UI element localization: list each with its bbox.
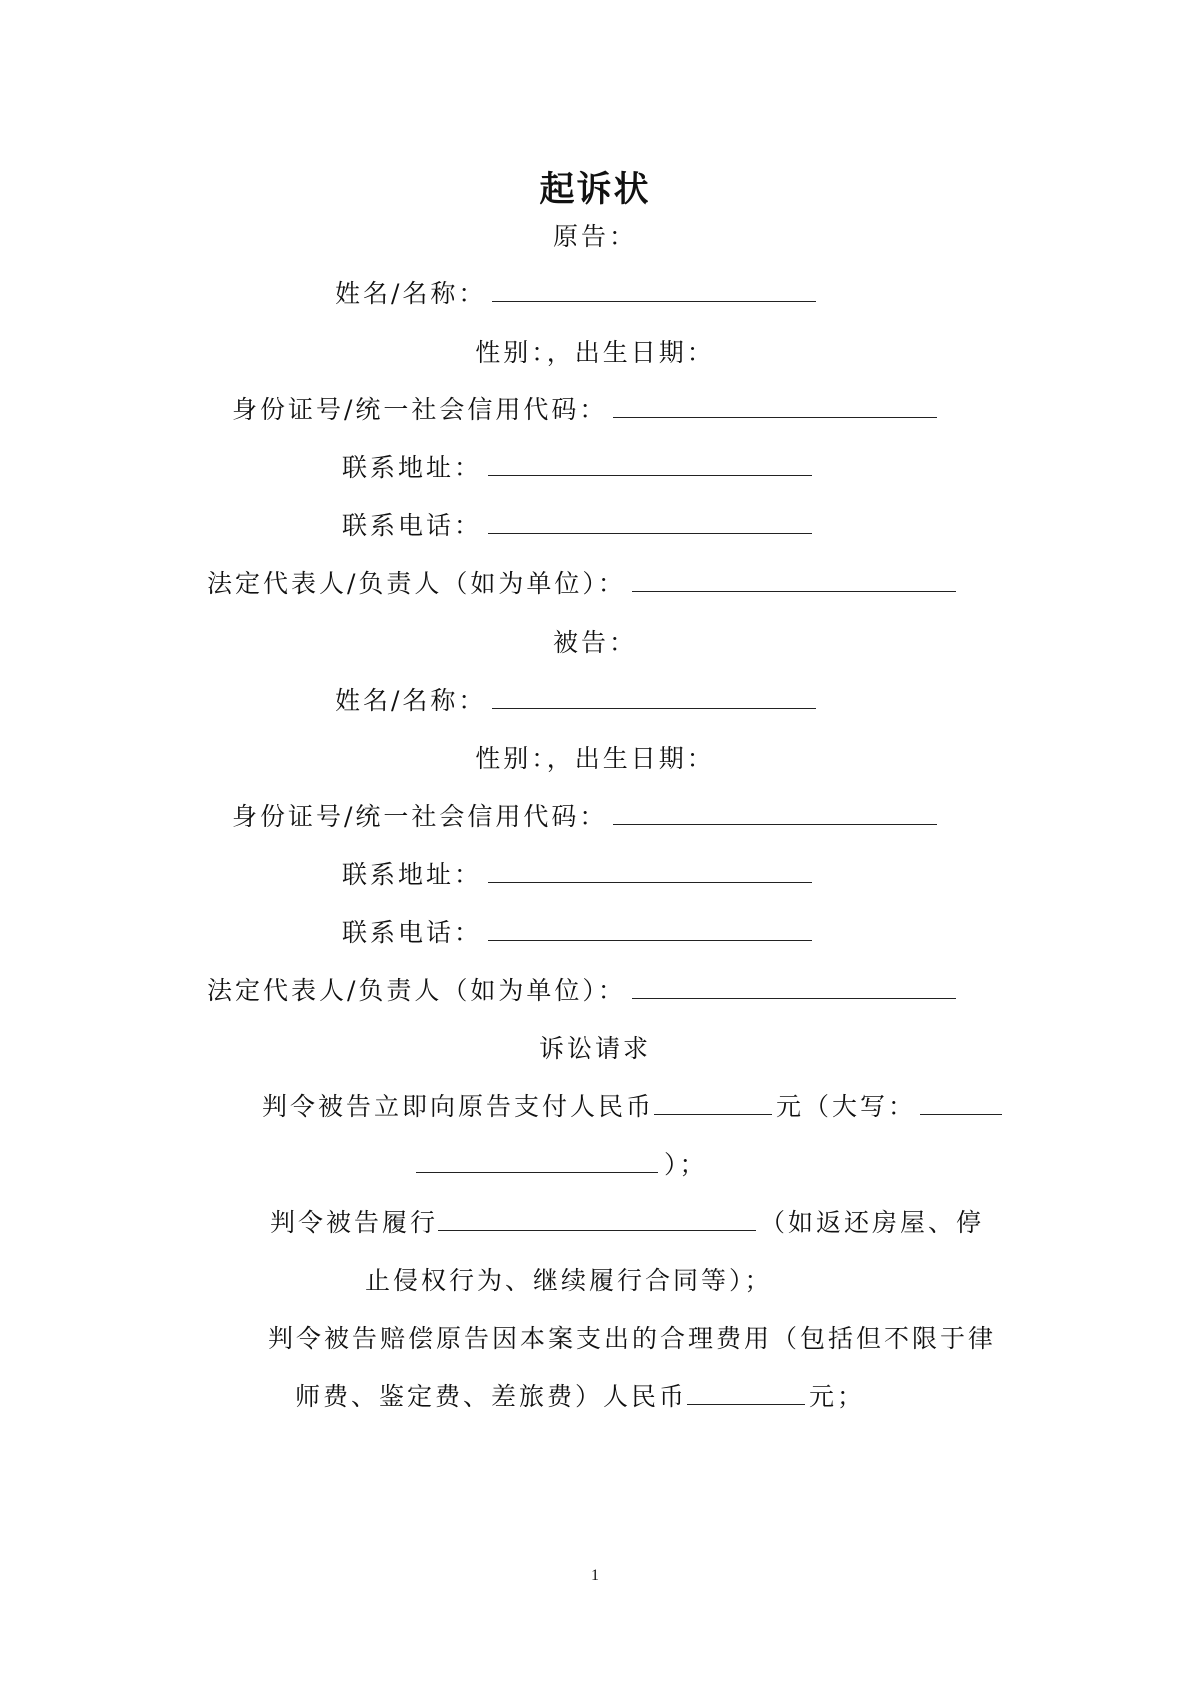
plaintiff-name-label: 姓名/名称： [335,279,487,308]
plaintiff-name-row [335,277,816,311]
claim-3-line-1: 判令被告赔偿原告因本案支出的合理费用（包括但不限于律 [268,1324,997,1353]
plaintiff-id-field[interactable] [613,395,937,418]
claim-1-line-2 [416,1148,708,1182]
claim-2-text-b: （如返还房屋、停 [760,1208,985,1237]
defendant-id-field[interactable] [613,802,937,825]
defendant-name-field[interactable] [492,686,816,709]
plaintiff-legal-rep-row [207,567,956,601]
claim-1-text-c: ）； [664,1150,708,1179]
plaintiff-gender-dob: 性别：，出生日期： [475,338,715,367]
plaintiff-address-label: 联系地址： [342,453,483,482]
plaintiff-legal-rep-label: 法定代表人/负责人（如为单位）： [207,569,626,598]
document-title: 起诉状 [539,170,651,210]
plaintiff-id-row [232,393,937,427]
defendant-name-label: 姓名/名称： [335,686,487,715]
defendant-legal-rep-label: 法定代表人/负责人（如为单位）： [207,976,626,1005]
defendant-id-label: 身份证号/统一社会信用代码： [232,802,608,831]
claim-1-line-1 [262,1090,1002,1124]
defendant-address-field[interactable] [488,860,812,883]
defendant-phone-row [342,916,812,950]
defendant-gender-dob: 性别：，出生日期： [475,744,715,773]
plaintiff-address-field[interactable] [488,453,812,476]
claims-heading: 诉讼请求 [538,1034,651,1063]
claim-1-text-a: 判令被告立即向原告支付人民币 [262,1092,655,1121]
claim-3-text-b: 元； [809,1382,866,1411]
defendant-phone-field[interactable] [488,918,812,941]
page-number: 1 [591,1567,599,1584]
claim-1-uppercase-field-a[interactable] [920,1092,1002,1115]
defendant-address-row [342,858,812,892]
defendant-id-row [232,800,937,834]
plaintiff-phone-row [342,509,812,543]
claim-2-line-1 [270,1206,984,1240]
claim-2-obligation-field[interactable] [438,1208,756,1231]
defendant-heading: 被告： [552,628,637,657]
plaintiff-name-field[interactable] [492,279,816,302]
plaintiff-phone-label: 联系电话： [342,511,483,540]
defendant-phone-label: 联系电话： [342,918,483,947]
claim-2-line-2: 止侵权行为、继续履行合同等）； [365,1266,773,1295]
defendant-legal-rep-row [207,974,956,1008]
defendant-legal-rep-field[interactable] [632,976,956,999]
plaintiff-legal-rep-field[interactable] [632,569,956,592]
plaintiff-id-label: 身份证号/统一社会信用代码： [232,395,608,424]
claim-3-line-2 [295,1380,865,1414]
claim-1-amount-field[interactable] [654,1092,772,1115]
plaintiff-heading: 原告： [552,222,637,251]
plaintiff-phone-field[interactable] [488,511,812,534]
defendant-name-row [335,684,816,718]
claim-3-amount-field[interactable] [687,1382,805,1405]
claim-1-text-b: 元（大写： [776,1092,917,1121]
defendant-address-label: 联系地址： [342,860,483,889]
claim-3-text-a: 师费、鉴定费、差旅费）人民币 [295,1382,688,1411]
claim-2-text-a: 判令被告履行 [270,1208,439,1237]
plaintiff-address-row [342,451,812,485]
claim-1-uppercase-field-b[interactable] [416,1150,658,1173]
